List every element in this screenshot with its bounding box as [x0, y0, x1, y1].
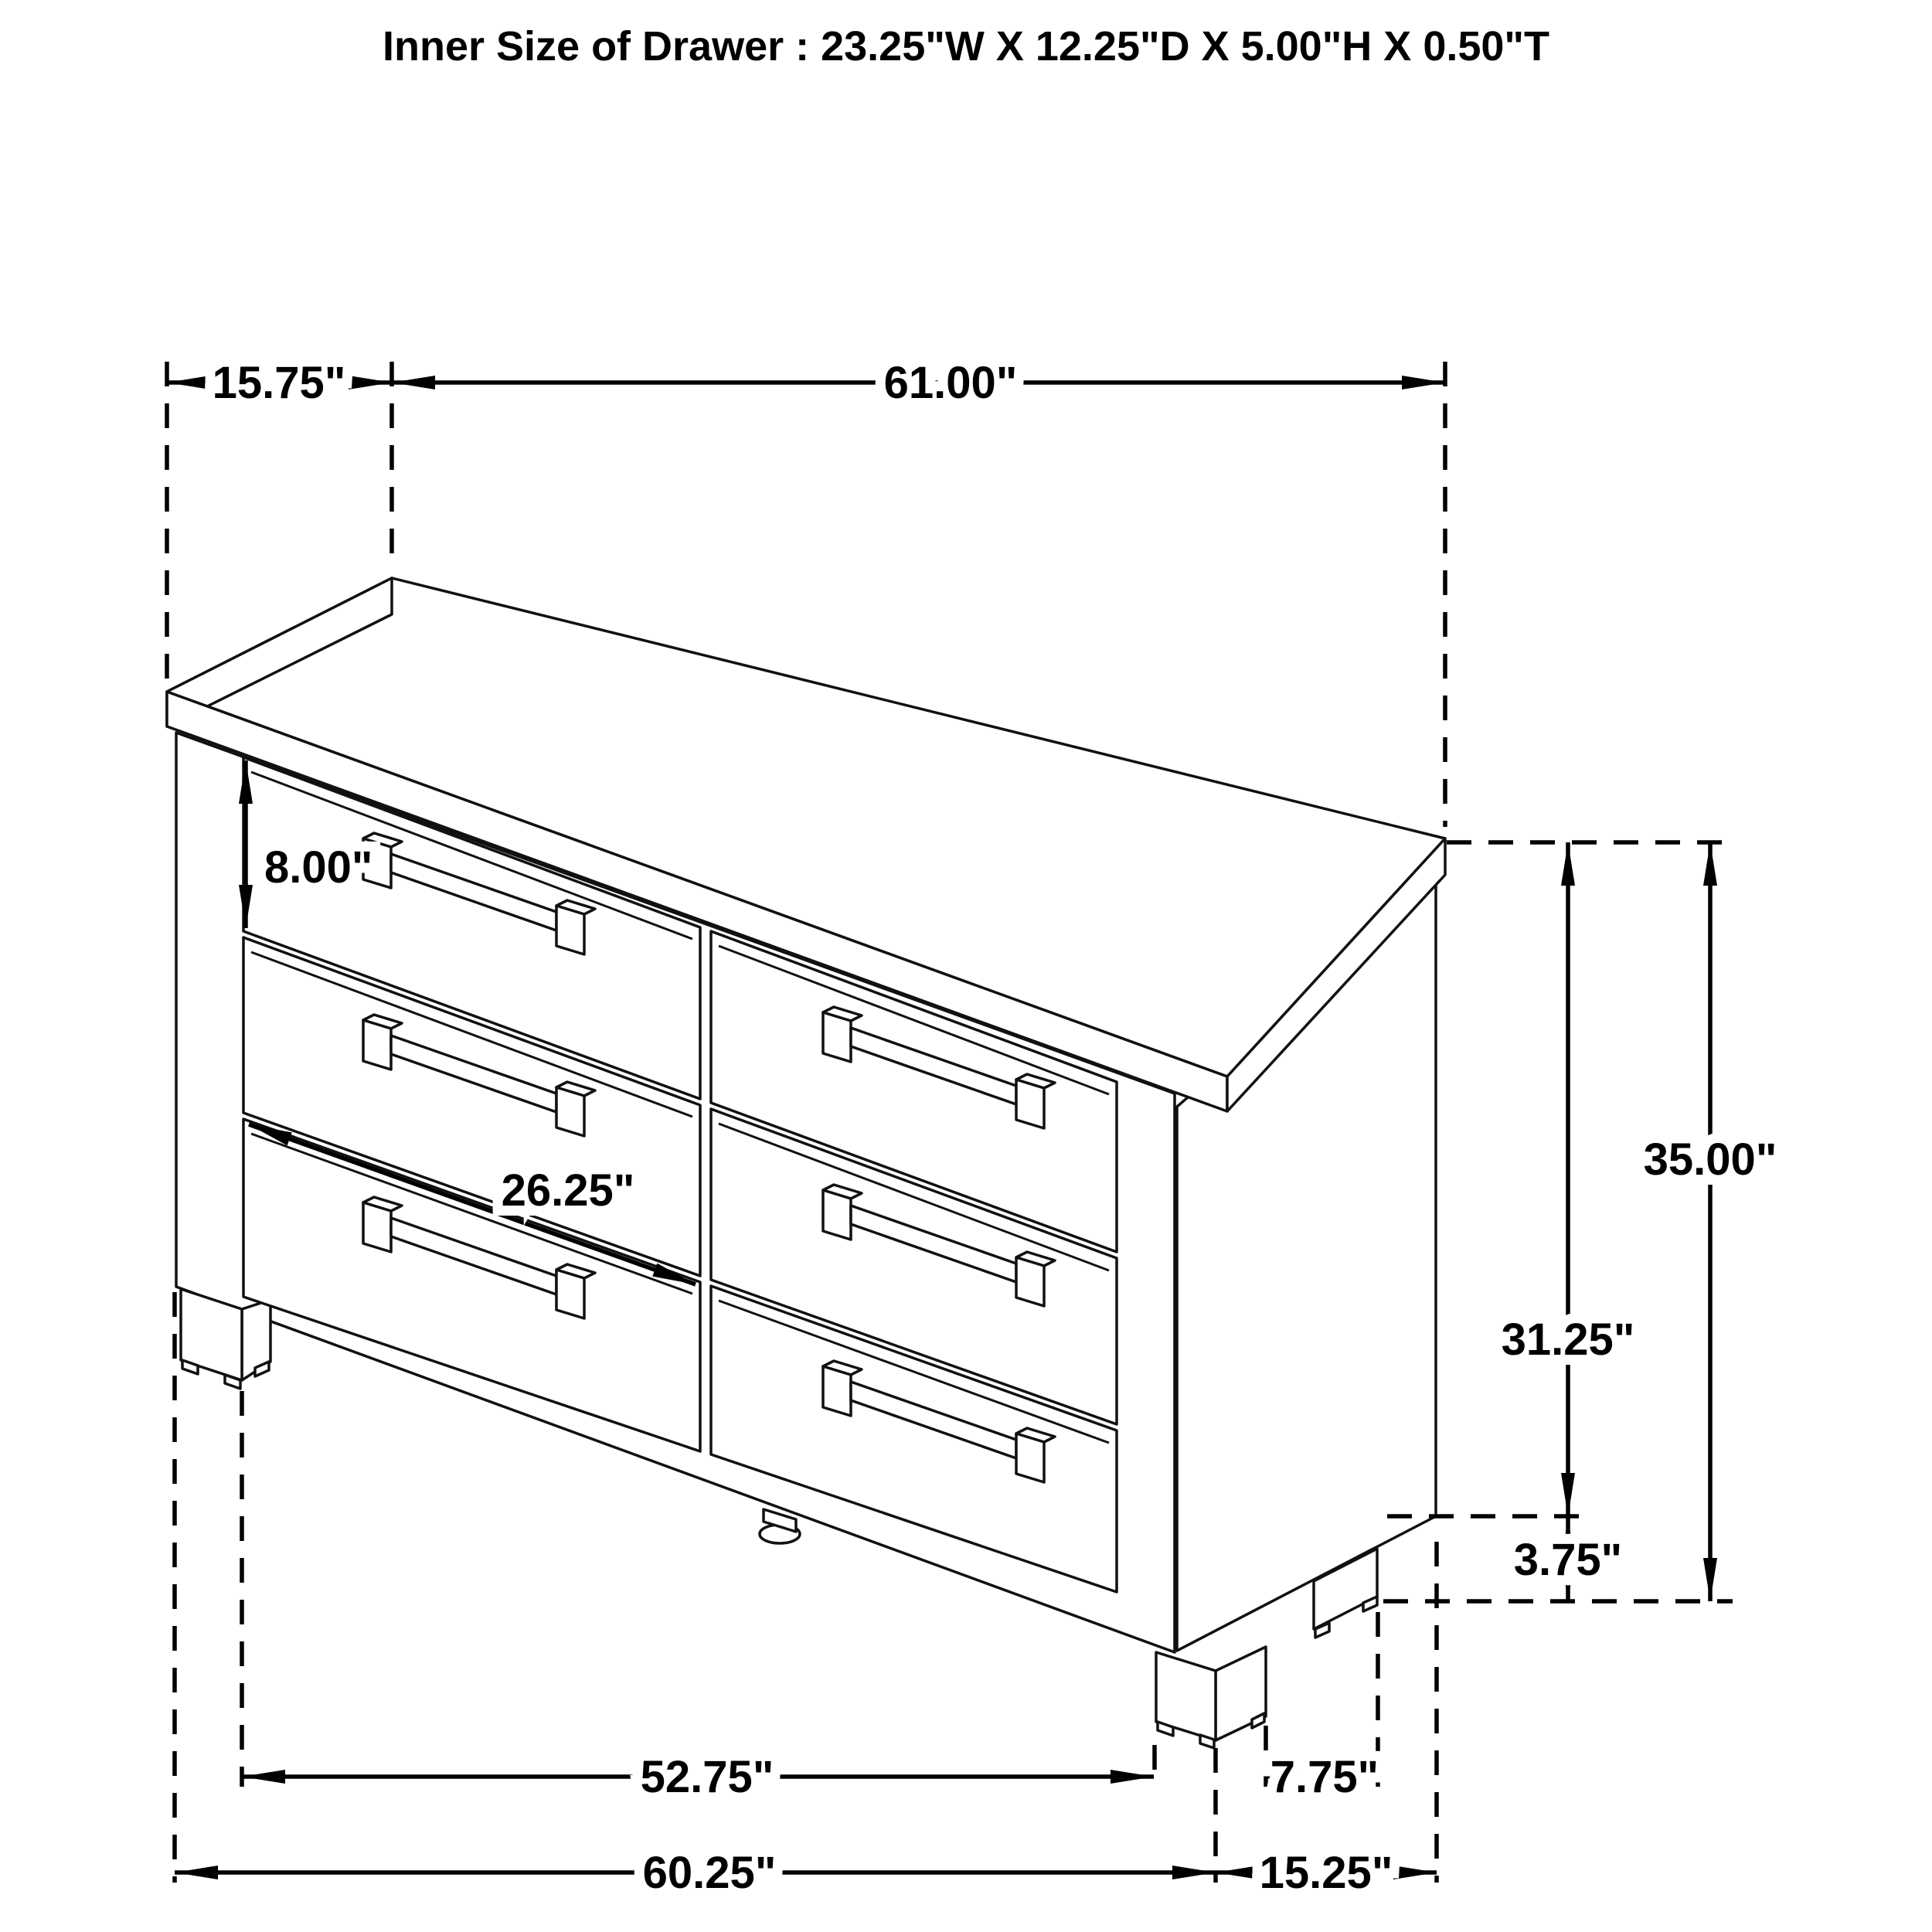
- dim-label-top-depth: 15.75": [212, 358, 346, 408]
- dim-label-leg-height: 3.75": [1513, 1535, 1623, 1585]
- dim-label-top-width: 61.00": [883, 358, 1018, 408]
- diagram-title: Inner Size of Drawer : 23.25"W X 12.25"D X 5.00"H X 0.50"T: [382, 23, 1550, 70]
- dimension-base-width: [175, 1848, 1216, 1898]
- dimension-top-depth: [167, 358, 392, 408]
- dimension-case-height: [1502, 842, 1635, 1516]
- dim-label-overall-height: 35.00": [1643, 1134, 1777, 1185]
- leg-front-right: [1156, 1647, 1266, 1748]
- dimension-base-depth: [1216, 1848, 1437, 1898]
- leg-front-left: [181, 1289, 270, 1389]
- center-foot: [760, 1509, 800, 1543]
- dimension-back-leg-offset: [1266, 1752, 1379, 1802]
- dimension-overall-height: [1644, 842, 1777, 1601]
- dim-label-back-leg-offset: 7.75": [1270, 1752, 1379, 1802]
- dimension-front-leg-span: [242, 1752, 1154, 1802]
- dim-label-drawer-front-width: 26.25": [501, 1165, 635, 1216]
- dim-label-drawer-height: 8.00": [264, 842, 373, 893]
- dimension-top-width: [392, 358, 1445, 408]
- dim-label-base-depth: 15.25": [1259, 1848, 1393, 1898]
- dimension-leg-height: [1514, 1518, 1622, 1601]
- dim-label-case-height: 31.25": [1501, 1315, 1635, 1365]
- dim-label-base-width: 60.25": [642, 1848, 777, 1898]
- dim-label-front-leg-span: 52.75": [640, 1752, 774, 1802]
